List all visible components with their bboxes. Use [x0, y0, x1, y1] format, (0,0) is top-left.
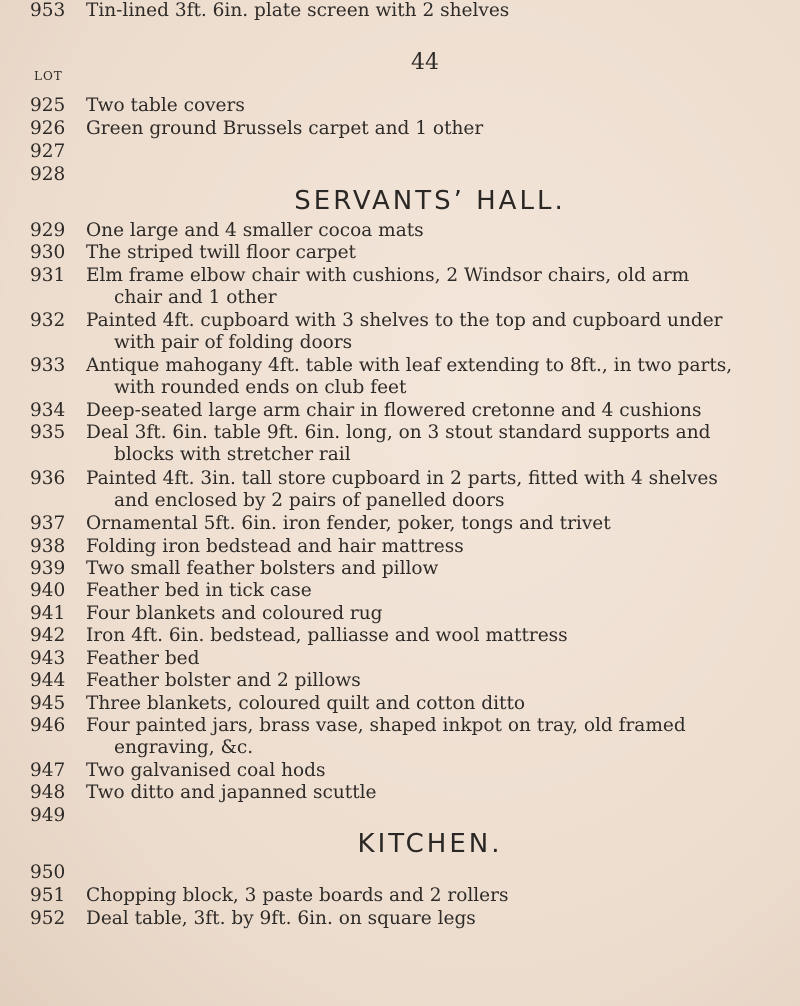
lot-number: 941 [30, 603, 66, 624]
lot-description [86, 580, 786, 602]
lot-description [86, 355, 786, 399]
lot-description [86, 0, 786, 22]
description-line: Four blankets and coloured rug [86, 603, 383, 624]
lot-description [86, 760, 786, 782]
lot-description [86, 558, 786, 580]
lot-description [86, 715, 786, 759]
description-line: Chopping block, 3 paste boards and 2 rollers [86, 885, 509, 906]
lot-number: 939 [30, 558, 66, 579]
lot-number: 953 [30, 0, 66, 21]
description-line: Folding iron bedstead and hair mattress [86, 536, 464, 557]
lot-number: 947 [30, 760, 66, 781]
lot-description [86, 95, 786, 117]
description-continuation: engraving, &c. [114, 737, 254, 758]
section-heading-servants-hall: SERVANTS’ HALL. [294, 186, 566, 216]
lot-description [86, 400, 786, 422]
lot-description [86, 468, 786, 512]
lot-number: 934 [30, 400, 66, 421]
description-line: Four painted jars, brass vase, shaped inkpot on tray, old framed [86, 715, 686, 736]
lot-description [86, 908, 786, 930]
lot-number: 943 [30, 648, 66, 669]
description-line: Green ground Brussels carpet and 1 other [86, 118, 484, 139]
lot-description [86, 422, 786, 466]
lot-description [86, 670, 786, 692]
description-line: Elm frame elbow chair with cushions, 2 Windsor chairs, old arm [86, 265, 690, 286]
page-number: 44 [411, 50, 439, 75]
lot-number: 935 [30, 422, 66, 443]
lot-number: 946 [30, 715, 66, 736]
lot-description [86, 536, 786, 558]
lot-number: 936 [30, 468, 66, 489]
lot-description [86, 885, 786, 907]
description-line: Deep-seated large arm chair in flowered cretonne and 4 cushions [86, 400, 702, 421]
description-line: Two small feather bolsters and pillow [86, 558, 439, 579]
lot-number: 929 [30, 220, 66, 241]
lot-description [86, 648, 786, 670]
lot-number: 925 [30, 95, 66, 116]
lot-number: 942 [30, 625, 66, 646]
description-line: Feather bed in tick case [86, 580, 312, 601]
description-line: Feather bed [86, 648, 200, 669]
lot-description [86, 220, 786, 242]
description-line: Antique mahogany 4ft. table with leaf extending to 8ft., in two parts, [86, 355, 733, 376]
section-heading-kitchen: KITCHEN. [357, 829, 503, 859]
lot-description [86, 310, 786, 354]
lot-number: 938 [30, 536, 66, 557]
description-line: Deal 3ft. 6in. table 9ft. 6in. long, on 3 stout standard supports and [86, 422, 711, 443]
description-line: Three blankets, coloured quilt and cotton ditto [86, 693, 526, 714]
lot-number: 937 [30, 513, 66, 534]
lot-description [86, 603, 786, 625]
lot-number: 940 [30, 580, 66, 601]
lot-description [86, 782, 786, 804]
description-line: One large and 4 smaller cocoa mats [86, 220, 424, 241]
lot-number: 932 [30, 310, 66, 331]
lot-description [86, 513, 786, 535]
description-line: Tin-lined 3ft. 6in. plate screen with 2 shelves [86, 0, 510, 21]
description-continuation: with pair of folding doors [114, 332, 353, 353]
description-line: Deal table, 3ft. by 9ft. 6in. on square legs [86, 908, 476, 929]
lot-number: 948 [30, 782, 66, 803]
lot-number: 950 [30, 862, 66, 883]
lot-description [86, 265, 786, 309]
description-line: The striped twill floor carpet [86, 242, 356, 263]
description-continuation: blocks with stretcher rail [114, 444, 351, 465]
description-continuation: chair and 1 other [114, 287, 277, 308]
description-continuation: with rounded ends on club feet [114, 377, 407, 398]
description-line: Iron 4ft. 6in. bedstead, palliasse and wool mattress [86, 625, 568, 646]
description-line: Two ditto and japanned scuttle [86, 782, 377, 803]
description-line: Two galvanised coal hods [86, 760, 326, 781]
description-line: Painted 4ft. cupboard with 3 shelves to the top and cupboard under [86, 310, 723, 331]
lot-column-heading: LOT [34, 69, 63, 83]
lot-number: 951 [30, 885, 66, 906]
lot-number: 933 [30, 355, 66, 376]
lot-number: 931 [30, 265, 66, 286]
lot-description [86, 625, 786, 647]
description-line: Two table covers [86, 95, 245, 116]
lot-number: 926 [30, 118, 66, 139]
lot-description [86, 118, 786, 140]
description-continuation: and enclosed by 2 pairs of panelled doors [114, 490, 505, 511]
lot-number: 930 [30, 242, 66, 263]
lot-number: 945 [30, 693, 66, 714]
description-line: Painted 4ft. 3in. tall store cupboard in 2 parts, fitted with 4 shelves [86, 468, 718, 489]
lot-number: 928 [30, 164, 66, 185]
description-line: Feather bolster and 2 pillows [86, 670, 361, 691]
lot-number: 952 [30, 908, 66, 929]
lot-description [86, 242, 786, 264]
description-line: Ornamental 5ft. 6in. iron fender, poker, tongs and trivet [86, 513, 611, 534]
lot-number: 949 [30, 805, 66, 826]
lot-number: 944 [30, 670, 66, 691]
lot-number: 927 [30, 141, 66, 162]
lot-description [86, 693, 786, 715]
